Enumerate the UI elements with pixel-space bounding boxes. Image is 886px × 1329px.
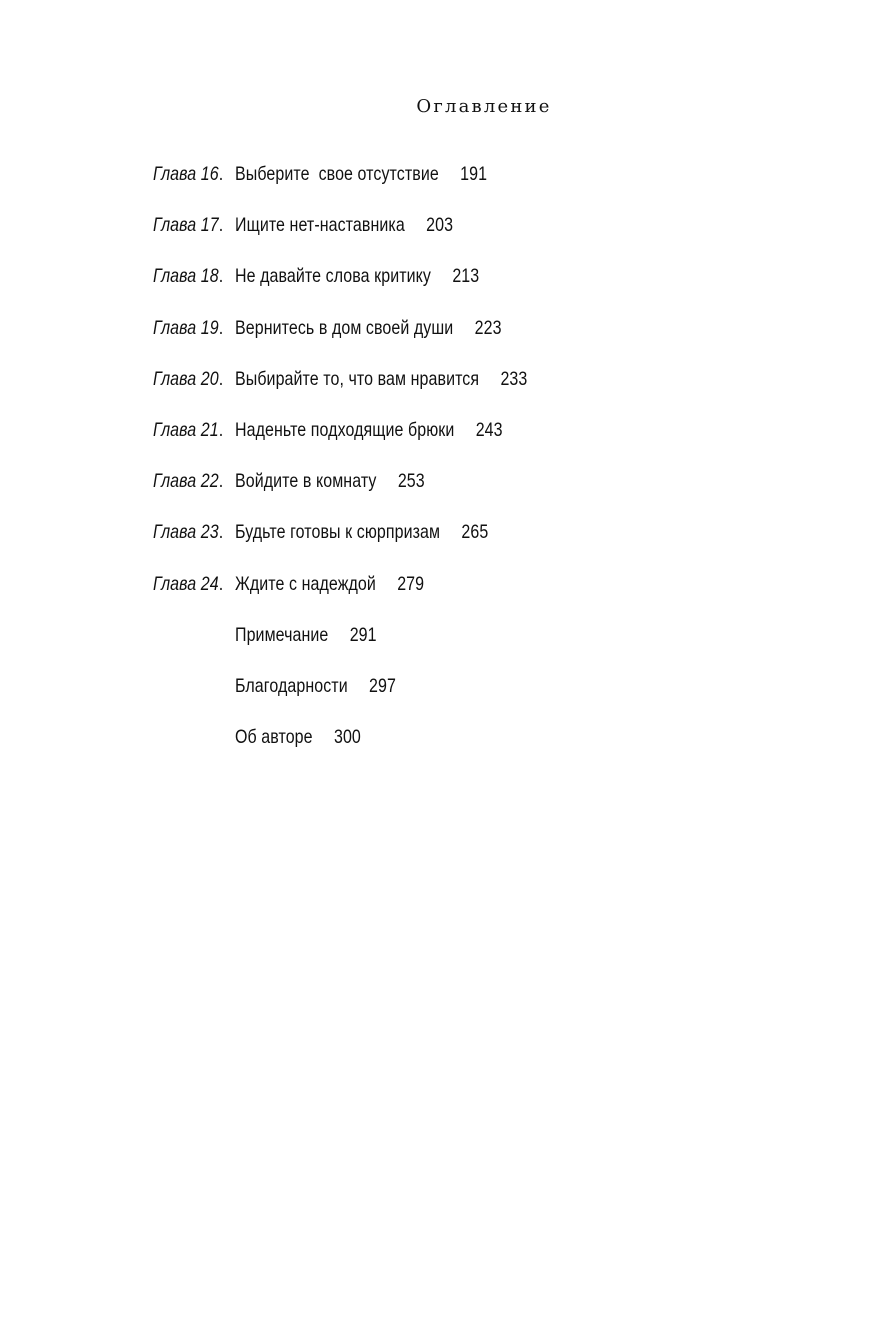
page-number: 243 (475, 418, 503, 441)
toc-entry-chapter-18[interactable] (153, 260, 527, 311)
toc-entry-chapter-23[interactable] (153, 516, 527, 567)
chapter-title: Выберите свое отсутствие (235, 163, 439, 185)
toc-entry-chapter-22[interactable] (153, 465, 527, 516)
chapter-title: Будьте готовы к сюрпризам (235, 521, 441, 544)
page-number: 203 (426, 214, 454, 237)
chapter-label: Глава 19. (153, 316, 224, 339)
chapter-title: Вернитесь в дом своей души (235, 316, 454, 339)
page-number: 233 (500, 367, 528, 390)
page-number: 265 (461, 521, 489, 544)
toc-entry-notes[interactable] (153, 619, 527, 670)
chapter-title: Выбирайте то, что вам нравится (235, 367, 480, 390)
chapter-label: Глава 21. (153, 418, 224, 441)
chapter-label: Глава 20. (153, 367, 224, 390)
chapter-label: Глава 16. (153, 163, 224, 185)
chapter-label: Глава 18. (153, 265, 224, 288)
page-number: 223 (474, 316, 502, 339)
chapter-title: Ждите с надеждой (235, 572, 376, 595)
toc-entry-about-author[interactable] (153, 721, 527, 772)
chapter-title: Войдите в комнату (235, 470, 377, 493)
section-title: Об авторе (235, 726, 313, 749)
chapter-title: Ищите нет-наставника (235, 214, 405, 237)
page-number: 253 (397, 470, 425, 493)
toc-entry-acknowledgements[interactable] (153, 670, 527, 721)
table-of-contents (153, 158, 527, 772)
page-number: 191 (460, 163, 488, 185)
chapter-label: Глава 23. (153, 521, 224, 544)
toc-entry-chapter-21[interactable] (153, 414, 527, 465)
toc-entry-chapter-24[interactable] (153, 568, 527, 619)
page-number: 297 (369, 674, 396, 697)
page-number: 291 (349, 623, 377, 646)
chapter-label: Глава 24. (153, 572, 224, 595)
page-number: 279 (397, 572, 425, 595)
chapter-title: Не давайте слова критику (235, 265, 431, 288)
page-number: 213 (452, 265, 480, 288)
chapter-title: Наденьте подходящие брюки (235, 418, 455, 441)
page-number: 300 (333, 726, 361, 749)
section-title: Благодарности (235, 674, 348, 697)
chapter-label: Глава 17. (153, 214, 224, 237)
chapter-label: Глава 22. (153, 470, 224, 493)
page-title: Оглавление (416, 96, 552, 117)
toc-entry-chapter-19[interactable] (153, 312, 527, 363)
toc-entry-chapter-16[interactable] (153, 158, 527, 209)
toc-entry-chapter-17[interactable] (153, 209, 527, 260)
toc-entry-chapter-20[interactable] (153, 363, 527, 414)
section-title: Примечание (235, 623, 329, 646)
